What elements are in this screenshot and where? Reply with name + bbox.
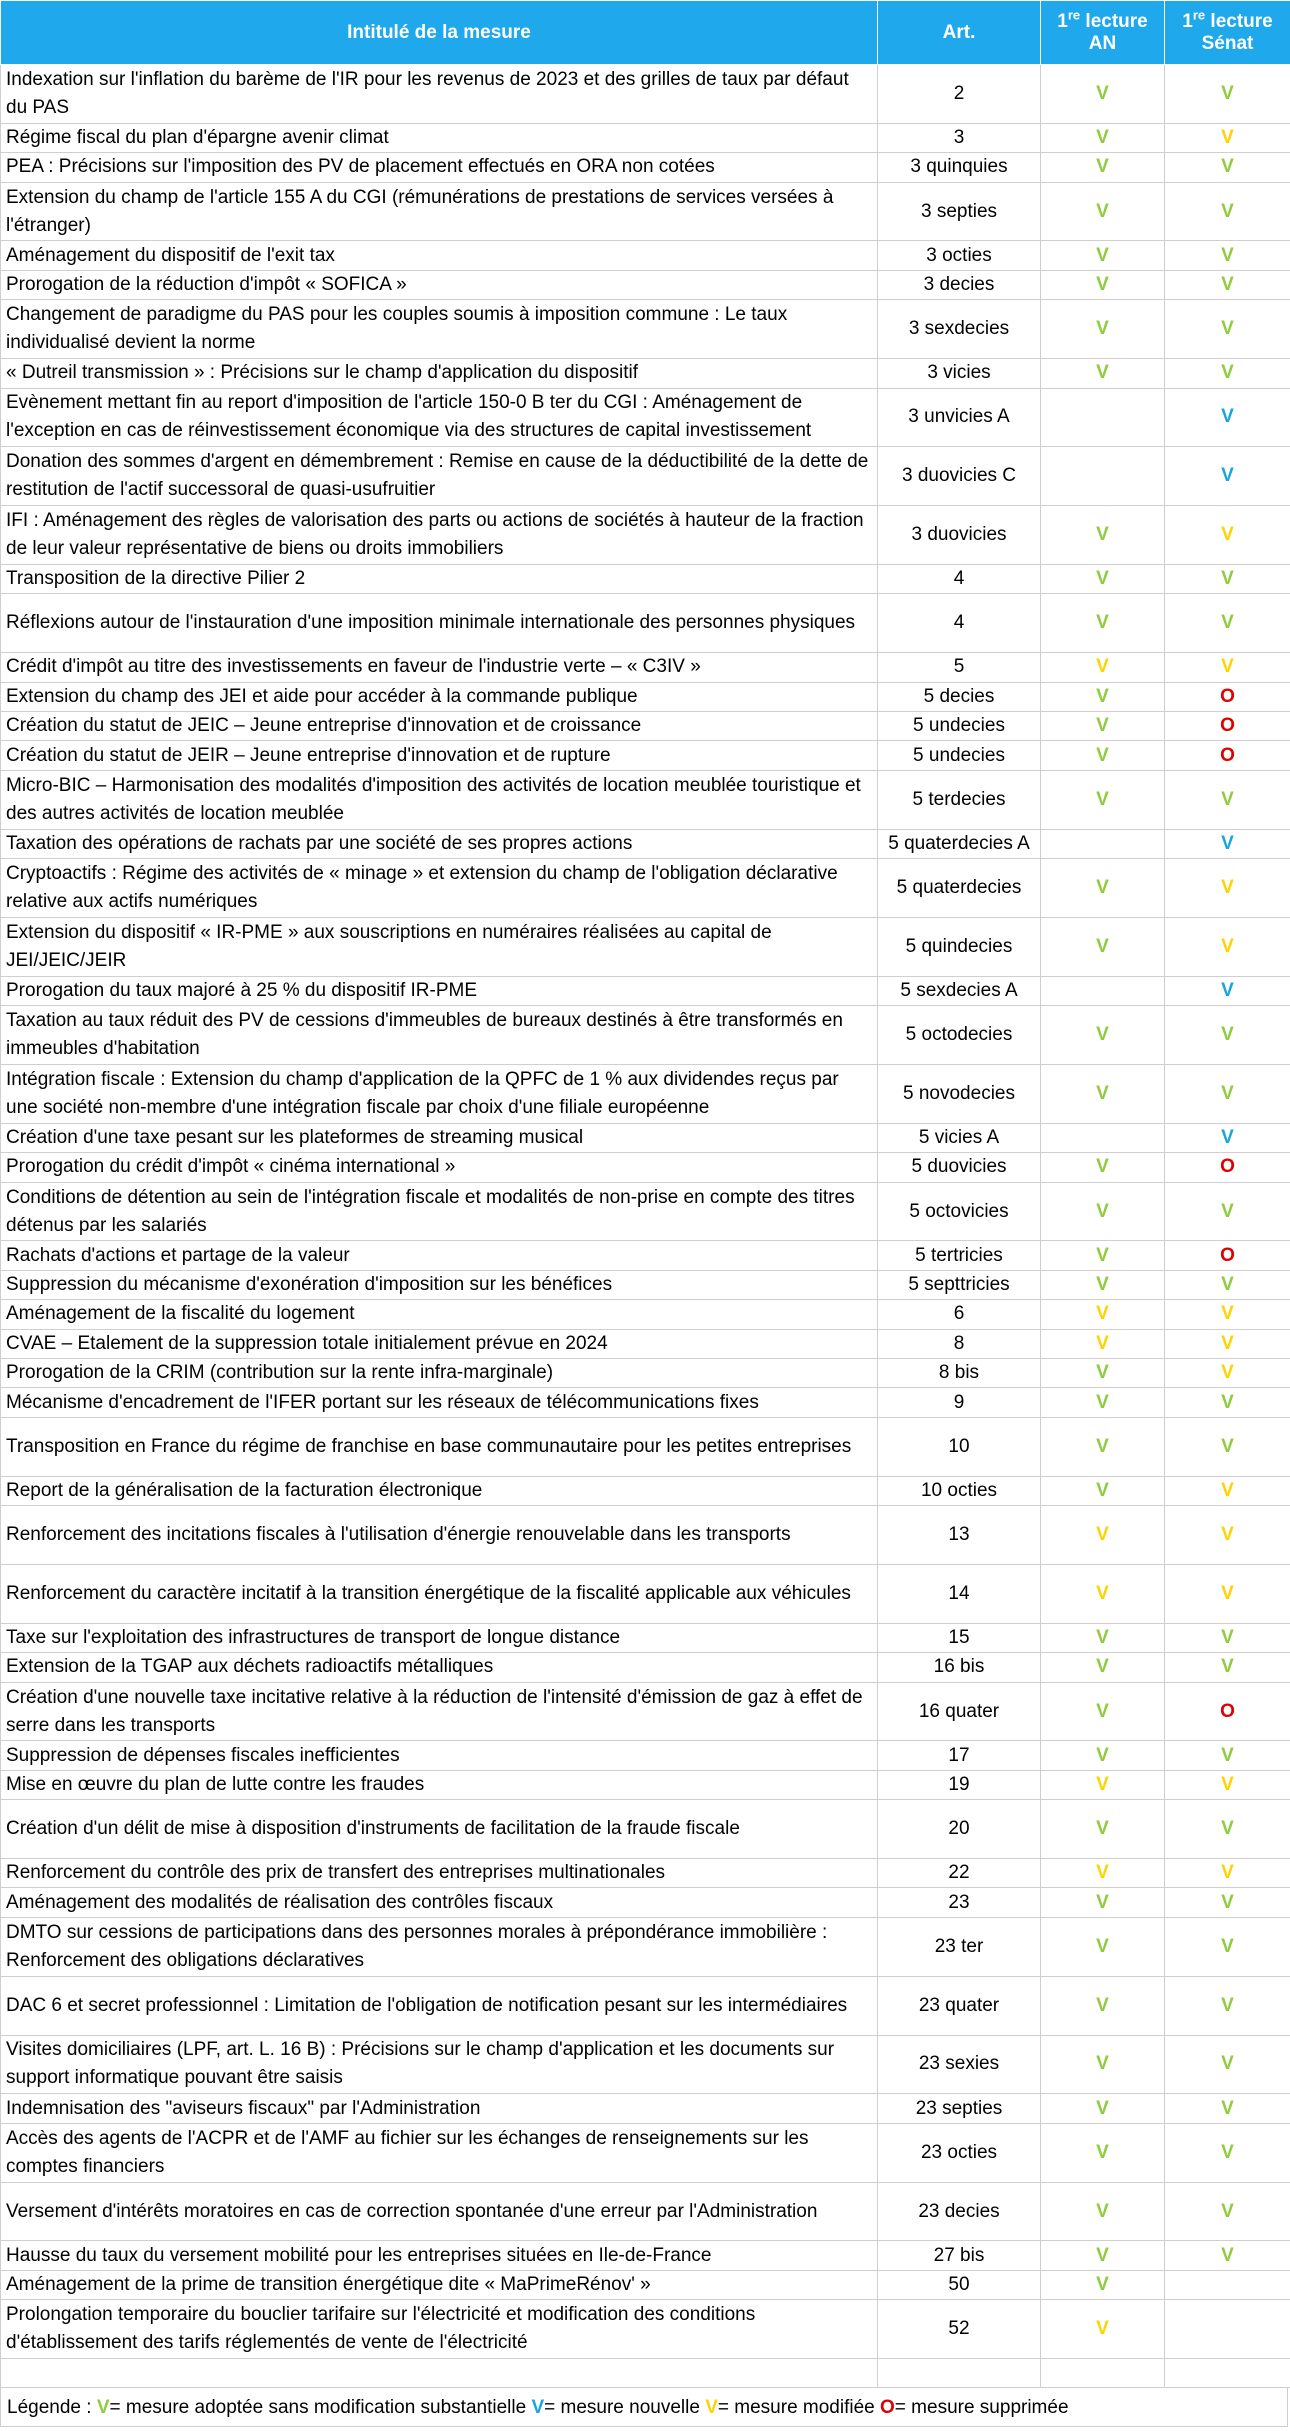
measure-label: Création du statut de JEIR – Jeune entreprise d'innovation et de rupture — [1, 741, 878, 770]
senat-status-mark: V — [1165, 2182, 1290, 2241]
measure-label: Accès des agents de l'ACPR et de l'AMF au fichier sur les échanges de renseignements sur les comptes financiers — [1, 2123, 878, 2182]
table-row — [1, 270, 1290, 299]
senat-status-mark — [1165, 2359, 1290, 2388]
table-row — [1, 506, 1290, 565]
an-status-mark: V — [1041, 2035, 1165, 2094]
senat-status-mark: V — [1165, 594, 1290, 653]
article-number: 9 — [878, 1388, 1041, 1417]
measure-label: Rachats d'actions et partage de la valeur — [1, 1241, 878, 1270]
an-status-mark: V — [1041, 770, 1165, 829]
table-row — [1, 300, 1290, 359]
measure-label: Visites domiciliaires (LPF, art. L. 16 B) : Précisions sur le champ d'application et les documents sur support informatique pouvant être saisis — [1, 2035, 878, 2094]
header-an-word: lecture — [1085, 10, 1148, 32]
senat-status-mark: V — [1165, 1300, 1290, 1329]
an-status-mark: V — [1041, 1182, 1165, 1241]
an-status-mark — [1041, 2359, 1165, 2388]
legend-deleted-mark: O — [880, 2397, 895, 2418]
senat-status-mark: O — [1165, 682, 1290, 711]
article-number: 3 octies — [878, 241, 1041, 270]
article-number: 5 undecies — [878, 712, 1041, 741]
table-row — [1, 2241, 1290, 2270]
table-row — [1, 1770, 1290, 1799]
measure-label: Renforcement du contrôle des prix de transfert des entreprises multinationales — [1, 1859, 878, 1888]
article-number: 5 sexdecies A — [878, 976, 1041, 1005]
header-senat-ordinal: 1 — [1182, 10, 1193, 32]
table-row — [1, 2359, 1290, 2388]
measure-label: Extension du champ des JEI et aide pour accéder à la commande publique — [1, 682, 878, 711]
article-number: 5 octovicies — [878, 1182, 1041, 1241]
an-status-mark: V — [1041, 1300, 1165, 1329]
an-status-mark: V — [1041, 182, 1165, 241]
an-status-mark: V — [1041, 1888, 1165, 1917]
article-number: 4 — [878, 594, 1041, 653]
article-number: 8 bis — [878, 1359, 1041, 1388]
senat-status-mark: O — [1165, 1153, 1290, 1182]
measure-label: Création d'une nouvelle taxe incitative relative à la réduction de l'intensité d'émission de gaz à effet de serre dans les transports — [1, 1682, 878, 1741]
article-number: 3 unvicies A — [878, 388, 1041, 447]
an-status-mark: V — [1041, 123, 1165, 152]
senat-status-mark: V — [1165, 1741, 1290, 1770]
legend — [0, 2387, 1288, 2427]
senat-status-mark: O — [1165, 741, 1290, 770]
senat-status-mark: V — [1165, 1888, 1290, 1917]
senat-status-mark: V — [1165, 270, 1290, 299]
table-row — [1, 682, 1290, 711]
an-status-mark: V — [1041, 1653, 1165, 1682]
article-number: 3 quinquies — [878, 153, 1041, 182]
senat-status-mark: V — [1165, 1064, 1290, 1123]
measure-label: Aménagement des modalités de réalisation des contrôles fiscaux — [1, 1888, 878, 1917]
article-number: 52 — [878, 2300, 1041, 2359]
table-row — [1, 1329, 1290, 1358]
senat-status-mark: V — [1165, 65, 1290, 124]
measure-label: Aménagement de la prime de transition énergétique dite « MaPrimeRénov' » — [1, 2270, 878, 2299]
senat-status-mark: V — [1165, 2123, 1290, 2182]
an-status-mark: V — [1041, 2123, 1165, 2182]
measure-label: Prolongation temporaire du bouclier tarifaire sur l'électricité et modification des conditions d'établissement des tarifs réglementés de vente de l'électricité — [1, 2300, 878, 2359]
an-status-mark: V — [1041, 270, 1165, 299]
senat-status-mark: V — [1165, 1564, 1290, 1623]
an-status-mark: V — [1041, 1006, 1165, 1065]
legend-adopted-text: = mesure adoptée sans modification substantielle — [109, 2397, 527, 2418]
table-row — [1, 1623, 1290, 1652]
measure-label: Renforcement des incitations fiscales à l'utilisation d'énergie renouvelable dans les transports — [1, 1506, 878, 1565]
an-status-mark: V — [1041, 359, 1165, 388]
article-number: 4 — [878, 565, 1041, 594]
table-row — [1, 1241, 1290, 1270]
measure-label: Extension du dispositif « IR-PME » aux souscriptions en numéraires réalisées au capital de JEI/JEIC/JEIR — [1, 917, 878, 976]
measure-label: Mise en œuvre du plan de lutte contre les fraudes — [1, 1770, 878, 1799]
article-number: 16 quater — [878, 1682, 1041, 1741]
senat-status-mark: V — [1165, 1270, 1290, 1299]
an-status-mark: V — [1041, 153, 1165, 182]
article-number: 3 duovicies C — [878, 447, 1041, 506]
an-status-mark: V — [1041, 1270, 1165, 1299]
senat-status-mark: V — [1165, 1800, 1290, 1859]
senat-status-mark: V — [1165, 359, 1290, 388]
article-number: 23 octies — [878, 2123, 1041, 2182]
senat-status-mark: V — [1165, 1417, 1290, 1476]
table-row — [1, 1682, 1290, 1741]
table-row — [1, 859, 1290, 918]
measure-label: Suppression de dépenses fiscales inefficientes — [1, 1741, 878, 1770]
measure-label: PEA : Précisions sur l'imposition des PV de placement effectués en ORA non cotées — [1, 153, 878, 182]
table-row — [1, 241, 1290, 270]
article-number: 17 — [878, 1741, 1041, 1770]
article-number: 5 terdecies — [878, 770, 1041, 829]
table-row — [1, 1917, 1290, 1976]
table-row — [1, 1859, 1290, 1888]
table-row — [1, 388, 1290, 447]
senat-status-mark — [1165, 2300, 1290, 2359]
table-row — [1, 1653, 1290, 1682]
article-number: 23 septies — [878, 2094, 1041, 2123]
senat-status-mark: V — [1165, 976, 1290, 1005]
an-status-mark: V — [1041, 1682, 1165, 1741]
measure-label: Changement de paradigme du PAS pour les couples soumis à imposition commune : Le taux individualisé devient la norme — [1, 300, 878, 359]
an-status-mark: V — [1041, 1564, 1165, 1623]
article-number: 5 duovicies — [878, 1153, 1041, 1182]
senat-status-mark: V — [1165, 2241, 1290, 2270]
senat-status-mark: V — [1165, 1476, 1290, 1505]
senat-status-mark: V — [1165, 388, 1290, 447]
article-number: 23 — [878, 1888, 1041, 1917]
measure-label: Prorogation du crédit d'impôt « cinéma international » — [1, 1153, 878, 1182]
senat-status-mark: V — [1165, 1976, 1290, 2035]
senat-status-mark: V — [1165, 1917, 1290, 1976]
table-row — [1, 182, 1290, 241]
an-status-mark: V — [1041, 2300, 1165, 2359]
an-status-mark: V — [1041, 565, 1165, 594]
measure-label — [1, 2359, 878, 2388]
article-number: 23 decies — [878, 2182, 1041, 2241]
article-number — [878, 2359, 1041, 2388]
measure-label: Crédit d'impôt au titre des investissements en faveur de l'industrie verte – « C3IV » — [1, 653, 878, 682]
table-row — [1, 770, 1290, 829]
article-number: 15 — [878, 1623, 1041, 1652]
table-row — [1, 917, 1290, 976]
senat-status-mark: V — [1165, 123, 1290, 152]
measure-label: « Dutreil transmission » : Précisions sur le champ d'application du dispositif — [1, 359, 878, 388]
article-number: 3 sexdecies — [878, 300, 1041, 359]
article-number: 3 — [878, 123, 1041, 152]
measure-label: Création d'un délit de mise à disposition d'instruments de facilitation de la fraude fiscale — [1, 1800, 878, 1859]
table-row — [1, 1741, 1290, 1770]
article-number: 5 octodecies — [878, 1006, 1041, 1065]
an-status-mark: V — [1041, 1976, 1165, 2035]
article-number: 5 undecies — [878, 741, 1041, 770]
an-status-mark: V — [1041, 300, 1165, 359]
an-status-mark: V — [1041, 1770, 1165, 1799]
article-number: 3 duovicies — [878, 506, 1041, 565]
an-status-mark: V — [1041, 2270, 1165, 2299]
table-row — [1, 712, 1290, 741]
measure-label: Extension du champ de l'article 155 A du CGI (rémunérations de prestations de services versées à l'étranger) — [1, 182, 878, 241]
measure-label: Réflexions autour de l'instauration d'une imposition minimale internationale des personnes physiques — [1, 594, 878, 653]
legend-modified-text: = mesure modifiée — [717, 2397, 875, 2418]
table-row — [1, 1123, 1290, 1152]
legend-deleted-text: = mesure supprimée — [894, 2397, 1069, 2418]
senat-status-mark: V — [1165, 770, 1290, 829]
senat-status-mark: V — [1165, 1770, 1290, 1799]
measure-label: Renforcement du caractère incitatif à la transition énergétique de la fiscalité applicable aux véhicules — [1, 1564, 878, 1623]
table-row — [1, 153, 1290, 182]
an-status-mark: V — [1041, 1476, 1165, 1505]
article-number: 5 vicies A — [878, 1123, 1041, 1152]
table-row — [1, 447, 1290, 506]
table-row — [1, 565, 1290, 594]
senat-status-mark: O — [1165, 1241, 1290, 1270]
legend-adopted-mark: V — [96, 2397, 110, 2418]
legend-modified-mark: V — [705, 2397, 718, 2418]
an-status-mark: V — [1041, 1800, 1165, 1859]
measure-label: Conditions de détention au sein de l'intégration fiscale et modalités de non-prise en compte des titres détenus par les salariés — [1, 1182, 878, 1241]
senat-status-mark: V — [1165, 1006, 1290, 1065]
an-status-mark: V — [1041, 2241, 1165, 2270]
measure-label: Régime fiscal du plan d'épargne avenir climat — [1, 123, 878, 152]
an-status-mark: V — [1041, 506, 1165, 565]
table-row — [1, 2300, 1290, 2359]
an-status-mark: V — [1041, 1153, 1165, 1182]
article-number: 5 quaterdecies A — [878, 829, 1041, 858]
table-row — [1, 2035, 1290, 2094]
an-status-mark: V — [1041, 241, 1165, 270]
senat-status-mark: V — [1165, 1182, 1290, 1241]
table-row — [1, 2270, 1290, 2299]
table-row — [1, 1300, 1290, 1329]
article-number: 23 sexies — [878, 2035, 1041, 2094]
article-number: 5 quaterdecies — [878, 859, 1041, 918]
header-art: Art. — [878, 1, 1041, 65]
measure-label: Report de la généralisation de la facturation électronique — [1, 1476, 878, 1505]
measure-label: Prorogation de la réduction d'impôt « SOFICA » — [1, 270, 878, 299]
table-row — [1, 2123, 1290, 2182]
table-row — [1, 2094, 1290, 2123]
table-row — [1, 1506, 1290, 1565]
header-senat — [1165, 1, 1290, 65]
an-status-mark: V — [1041, 2094, 1165, 2123]
an-status-mark — [1041, 976, 1165, 1005]
table-row — [1, 65, 1290, 124]
article-number: 19 — [878, 1770, 1041, 1799]
measure-label: Prorogation du taux majoré à 25 % du dispositif IR-PME — [1, 976, 878, 1005]
legend-prefix: Légende : — [7, 2397, 92, 2418]
article-number: 22 — [878, 1859, 1041, 1888]
table-row — [1, 976, 1290, 1005]
measure-label: Création du statut de JEIC – Jeune entreprise d'innovation et de croissance — [1, 712, 878, 741]
header-senat-sup: re — [1192, 7, 1206, 23]
an-status-mark: V — [1041, 594, 1165, 653]
an-status-mark — [1041, 1123, 1165, 1152]
measure-label: Evènement mettant fin au report d'imposition de l'article 150-0 B ter du CGI : Aménagement de l'exception en cas de réinvestissement économique via des structures de capital investissement — [1, 388, 878, 447]
article-number: 8 — [878, 1329, 1041, 1358]
table-row — [1, 1006, 1290, 1065]
measure-label: Indemnisation des "aviseurs fiscaux" par l'Administration — [1, 2094, 878, 2123]
an-status-mark: V — [1041, 1329, 1165, 1358]
article-number: 23 quater — [878, 1976, 1041, 2035]
measure-label: Hausse du taux du versement mobilité pour les entreprises situées en Ile-de-France — [1, 2241, 878, 2270]
an-status-mark: V — [1041, 741, 1165, 770]
article-number: 50 — [878, 2270, 1041, 2299]
article-number: 5 — [878, 653, 1041, 682]
article-number: 10 octies — [878, 1476, 1041, 1505]
article-number: 14 — [878, 1564, 1041, 1623]
senat-status-mark: V — [1165, 447, 1290, 506]
article-number: 20 — [878, 1800, 1041, 1859]
header-an-ordinal: 1 — [1057, 10, 1068, 32]
senat-status-mark: V — [1165, 2094, 1290, 2123]
an-status-mark — [1041, 388, 1165, 447]
article-number: 10 — [878, 1417, 1041, 1476]
measure-label: Création d'une taxe pesant sur les plateformes de streaming musical — [1, 1123, 878, 1152]
article-number: 23 ter — [878, 1917, 1041, 1976]
table-row — [1, 1153, 1290, 1182]
senat-status-mark: V — [1165, 1359, 1290, 1388]
senat-status-mark: V — [1165, 506, 1290, 565]
an-status-mark — [1041, 447, 1165, 506]
an-status-mark: V — [1041, 859, 1165, 918]
table-row — [1, 1388, 1290, 1417]
table-row — [1, 1064, 1290, 1123]
senat-status-mark: O — [1165, 712, 1290, 741]
senat-status-mark: V — [1165, 241, 1290, 270]
article-number: 3 decies — [878, 270, 1041, 299]
article-number: 3 septies — [878, 182, 1041, 241]
header-an-chamber: AN — [1088, 32, 1117, 54]
an-status-mark: V — [1041, 1388, 1165, 1417]
table-row — [1, 2182, 1290, 2241]
measure-label: Aménagement de la fiscalité du logement — [1, 1300, 878, 1329]
an-status-mark: V — [1041, 1623, 1165, 1652]
table-row — [1, 1182, 1290, 1241]
header-an — [1041, 1, 1165, 65]
measure-label: Micro-BIC – Harmonisation des modalités d'imposition des activités de location meublée touristique et des autres activités de location meublée — [1, 770, 878, 829]
measure-label: Cryptoactifs : Régime des activités de « minage » et extension du champ de l'obligation déclarative relative aux actifs numériques — [1, 859, 878, 918]
article-number: 27 bis — [878, 2241, 1041, 2270]
table-row — [1, 594, 1290, 653]
measure-label: Extension de la TGAP aux déchets radioactifs métalliques — [1, 1653, 878, 1682]
measure-label: Taxation au taux réduit des PV de cessions d'immeubles de bureaux destinés à être transformés en immeubles d'habitation — [1, 1006, 878, 1065]
header-senat-word: lecture — [1210, 10, 1273, 32]
article-number: 5 novodecies — [878, 1064, 1041, 1123]
table-row — [1, 123, 1290, 152]
an-status-mark — [1041, 829, 1165, 858]
measure-label: Indexation sur l'inflation du barème de l'IR pour les revenus de 2023 et des grilles de taux par défaut du PAS — [1, 65, 878, 124]
header-senat-chamber: Sénat — [1201, 32, 1254, 54]
measure-label: DMTO sur cessions de participations dans des personnes morales à prépondérance immobilière : Renforcement des obligations déclaratives — [1, 1917, 878, 1976]
senat-status-mark: V — [1165, 300, 1290, 359]
measure-label: DAC 6 et secret professionnel : Limitation de l'obligation de notification pesant sur les intermédiaires — [1, 1976, 878, 2035]
senat-status-mark: V — [1165, 2035, 1290, 2094]
table-row — [1, 1417, 1290, 1476]
article-number: 6 — [878, 1300, 1041, 1329]
an-status-mark: V — [1041, 65, 1165, 124]
table-row — [1, 1564, 1290, 1623]
senat-status-mark: O — [1165, 1682, 1290, 1741]
measure-label: Intégration fiscale : Extension du champ d'application de la QPFC de 1 % aux dividendes reçus par une société non-membre d'une intégration fiscale par choix d'une filiale européenne — [1, 1064, 878, 1123]
an-status-mark: V — [1041, 1506, 1165, 1565]
measure-label: Suppression du mécanisme d'exonération d'imposition sur les bénéfices — [1, 1270, 878, 1299]
header-an-sup: re — [1067, 7, 1081, 23]
senat-status-mark: V — [1165, 565, 1290, 594]
an-status-mark: V — [1041, 1917, 1165, 1976]
senat-status-mark: V — [1165, 1123, 1290, 1152]
an-status-mark: V — [1041, 653, 1165, 682]
table-body — [1, 65, 1290, 2388]
table-row — [1, 1800, 1290, 1859]
an-status-mark: V — [1041, 1359, 1165, 1388]
table-row — [1, 1359, 1290, 1388]
header-measure: Intitulé de la mesure — [1, 1, 878, 65]
article-number: 2 — [878, 65, 1041, 124]
article-number: 5 quindecies — [878, 917, 1041, 976]
senat-status-mark: V — [1165, 1653, 1290, 1682]
table-row — [1, 1270, 1290, 1299]
article-number: 5 tertricies — [878, 1241, 1041, 1270]
an-status-mark: V — [1041, 2182, 1165, 2241]
table-row — [1, 1476, 1290, 1505]
measure-label: Transposition en France du régime de franchise en base communautaire pour les petites entreprises — [1, 1417, 878, 1476]
table-row — [1, 741, 1290, 770]
measure-label: Versement d'intérêts moratoires en cas de correction spontanée d'une erreur par l'Administration — [1, 2182, 878, 2241]
article-number: 3 vicies — [878, 359, 1041, 388]
measure-label: Taxation des opérations de rachats par une société de ses propres actions — [1, 829, 878, 858]
an-status-mark: V — [1041, 1241, 1165, 1270]
article-number: 5 decies — [878, 682, 1041, 711]
article-number: 5 septtricies — [878, 1270, 1041, 1299]
measure-label: Mécanisme d'encadrement de l'IFER portant sur les réseaux de télécommunications fixes — [1, 1388, 878, 1417]
measure-label: CVAE – Etalement de la suppression totale initialement prévue en 2024 — [1, 1329, 878, 1358]
an-status-mark: V — [1041, 1417, 1165, 1476]
senat-status-mark: V — [1165, 859, 1290, 918]
measure-label: IFI : Aménagement des règles de valorisation des parts ou actions de sociétés à hauteur de la fraction de leur valeur représentative de biens ou droits immobiliers — [1, 506, 878, 565]
legend-new-mark: V — [531, 2397, 545, 2418]
measure-label: Prorogation de la CRIM (contribution sur la rente infra-marginale) — [1, 1359, 878, 1388]
an-status-mark: V — [1041, 712, 1165, 741]
senat-status-mark: V — [1165, 1506, 1290, 1565]
an-status-mark: V — [1041, 1859, 1165, 1888]
senat-status-mark: V — [1165, 1388, 1290, 1417]
table-row — [1, 653, 1290, 682]
table-row — [1, 829, 1290, 858]
senat-status-mark: V — [1165, 1623, 1290, 1652]
an-status-mark: V — [1041, 1741, 1165, 1770]
measure-label: Taxe sur l'exploitation des infrastructures de transport de longue distance — [1, 1623, 878, 1652]
measure-label: Donation des sommes d'argent en démembrement : Remise en cause de la déductibilité de la dette de restitution de l'actif successoral de quasi-usufruitier — [1, 447, 878, 506]
table-row — [1, 359, 1290, 388]
table-row — [1, 1976, 1290, 2035]
senat-status-mark: V — [1165, 1859, 1290, 1888]
article-number: 16 bis — [878, 1653, 1041, 1682]
an-status-mark: V — [1041, 917, 1165, 976]
article-number: 13 — [878, 1506, 1041, 1565]
senat-status-mark: V — [1165, 917, 1290, 976]
an-status-mark: V — [1041, 682, 1165, 711]
legend-new-text: = mesure nouvelle — [544, 2397, 700, 2418]
senat-status-mark: V — [1165, 829, 1290, 858]
senat-status-mark: V — [1165, 653, 1290, 682]
an-status-mark: V — [1041, 1064, 1165, 1123]
senat-status-mark: V — [1165, 153, 1290, 182]
measure-label: Aménagement du dispositif de l'exit tax — [1, 241, 878, 270]
table-header-row — [1, 1, 1290, 65]
senat-status-mark: V — [1165, 1329, 1290, 1358]
senat-status-mark — [1165, 2270, 1290, 2299]
table-row — [1, 1888, 1290, 1917]
senat-status-mark: V — [1165, 182, 1290, 241]
measure-label: Transposition de la directive Pilier 2 — [1, 565, 878, 594]
